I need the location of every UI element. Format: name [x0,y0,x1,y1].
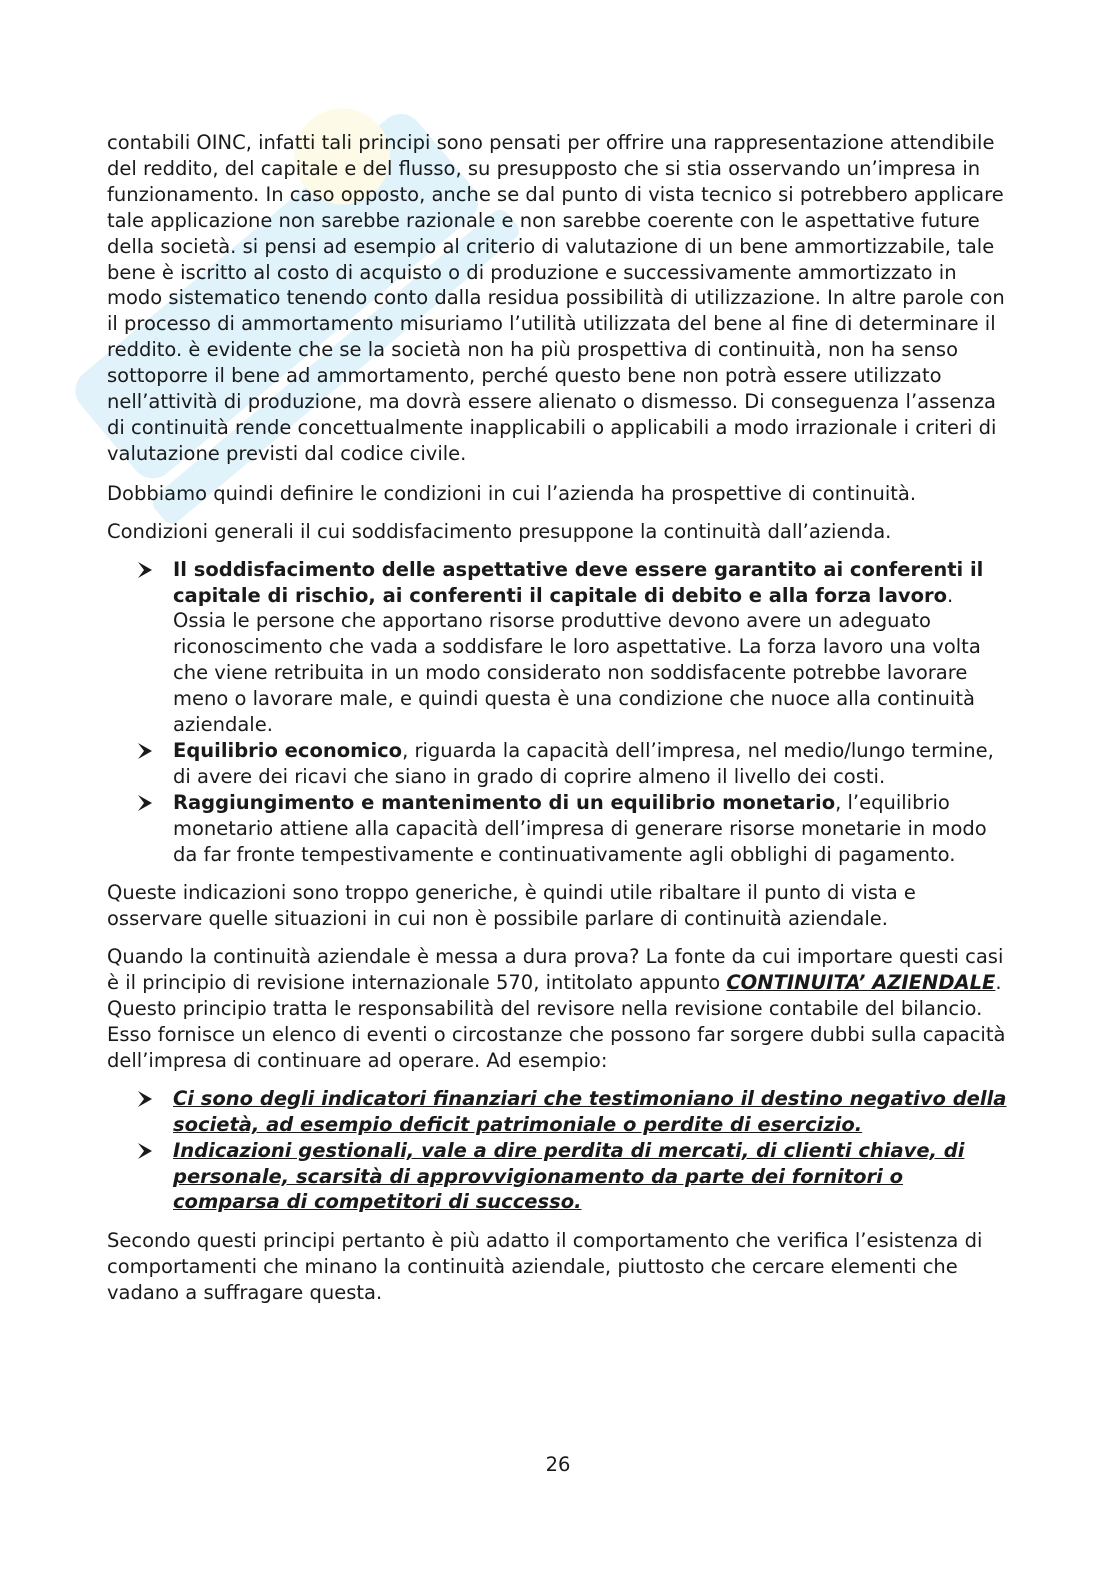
principle-text-after: . Questo principio tratta le responsabilità del revisore nella revisione contabile del bilancio. Esso fornisce un elenco di eventi o circostanze che possono far sorgere dubbi sulla capacità dell’impresa di continuare ad operare. Ad esempio: [107,971,1006,1072]
principle-text-before: Quando la continuità aziendale è messa a dura prova? La fonte da cui importare questi casi è il principio di revisione internazionale 570, intitolato appunto [107,945,1004,995]
indicator-text: Indicazioni gestionali, vale a dire perdita di mercati, di clienti chiave, di personale, scarsità di approvvigionamento da parte dei fornitori o comparsa di competitori di successo. [173,1138,965,1214]
paragraph-generic-indications: Queste indicazioni sono troppo generiche, è quindi utile ribaltare il punto di vista e osservare quelle situazioni in cui non è possibile parlare di continuità aziendale. [107,881,916,931]
condition-title: Raggiungimento e mantenimento di un equilibrio monetario [173,790,836,814]
arrow-bullet-icon [137,1142,153,1160]
indicators-list [107,1086,1012,1216]
paragraph-general-conditions: Condizioni generali il cui soddisfacimento presuppone la continuità dall’azienda. [107,519,892,543]
list-item [173,1138,1012,1216]
list-item [173,1086,1012,1138]
condition-title: Equilibrio economico [173,738,403,762]
list-item [173,557,1012,738]
condition-text: . Ossia le persone che apportano risorse produttive devono avere un adeguato riconoscimento che vada a soddisfare le loro aspettative. La forza lavoro una volta che viene retribuita in un modo considerato non soddisfacente potrebbe lavorare meno o lavorare male, e quindi questa è una condizione che nuoce alla continuità aziendale. [173,583,981,737]
paragraph-principle-570 [107,944,1012,1074]
condition-text: , riguarda la capacità dell’impresa, nel medio/lungo termine, di avere dei ricavi che siano in grado di coprire almeno il livello dei costi. [173,738,994,788]
paragraph-define-conditions: Dobbiamo quindi definire le condizioni in cui l’azienda ha prospettive di continuità. [107,481,917,505]
conditions-list [107,557,1012,868]
page-content [107,130,1012,1318]
condition-text: , l’equilibrio monetario attiene alla capacità dell’impresa di generare risorse monetarie in modo da far fronte tempestivamente e continuativamente agli obblighi di pagamento. [173,790,987,866]
list-item [173,790,1012,868]
arrow-bullet-icon [137,561,153,579]
arrow-bullet-icon [137,742,153,760]
indicator-text: Ci sono degli indicatori finanziari che testimoniano il destino negativo della società, ad esempio deficit patrimoniale o perdite di esercizio. [173,1086,1007,1136]
principle-title: CONTINUITA’ AZIENDALE [726,971,996,995]
paragraph-continuity-principles: contabili OINC, infatti tali principi sono pensati per offrire una rappresentazione attendibile del reddito, del capitale e del flusso, su presupposto che si stia osservando un’impresa in funzionamento. In caso opposto, anche se dal punto di vista tecnico si potrebbero applicare tale applicazione non sarebbe razionale e non sarebbe coerente con le aspettative future della società. si pensi ad esempio al criterio di valutazione di un bene ammortizzabile, tale bene è iscritto al costo di acquisto o di produzione e successivamente ammortizzato in modo sistematico tenendo conto dalla residua possibilità di utilizzazione. In altre parole con il processo di ammortamento misuriamo l’utilità utilizzata del bene al fine di determinare il reddito. è evidente che se la società non ha più prospettiva di continuità, non ha senso sottoporre il bene ad ammortamento, perché questo bene non potrà essere utilizzato nell’attività di produzione, ma dovrà essere alienato o dismesso. Di conseguenza l’assenza di continuità rende concettualmente inapplicabili o applicabili a modo irrazionale i criteri di valutazione previsti dal codice civile. [107,131,1005,465]
arrow-bullet-icon [137,1090,153,1108]
arrow-bullet-icon [137,794,153,812]
page-number: 26 [545,1453,571,1476]
paragraph-conclusion: Secondo questi principi pertanto è più adatto il comportamento che verifica l’esistenza di comportamenti che minano la continuità aziendale, piuttosto che cercare elementi che vadano a suffragare questa. [107,1229,983,1305]
condition-title: Il soddisfacimento delle aspettative deve essere garantito ai conferenti il capitale di rischio, ai conferenti il capitale di debito e alla forza lavoro [173,557,984,607]
list-item [173,738,1012,790]
